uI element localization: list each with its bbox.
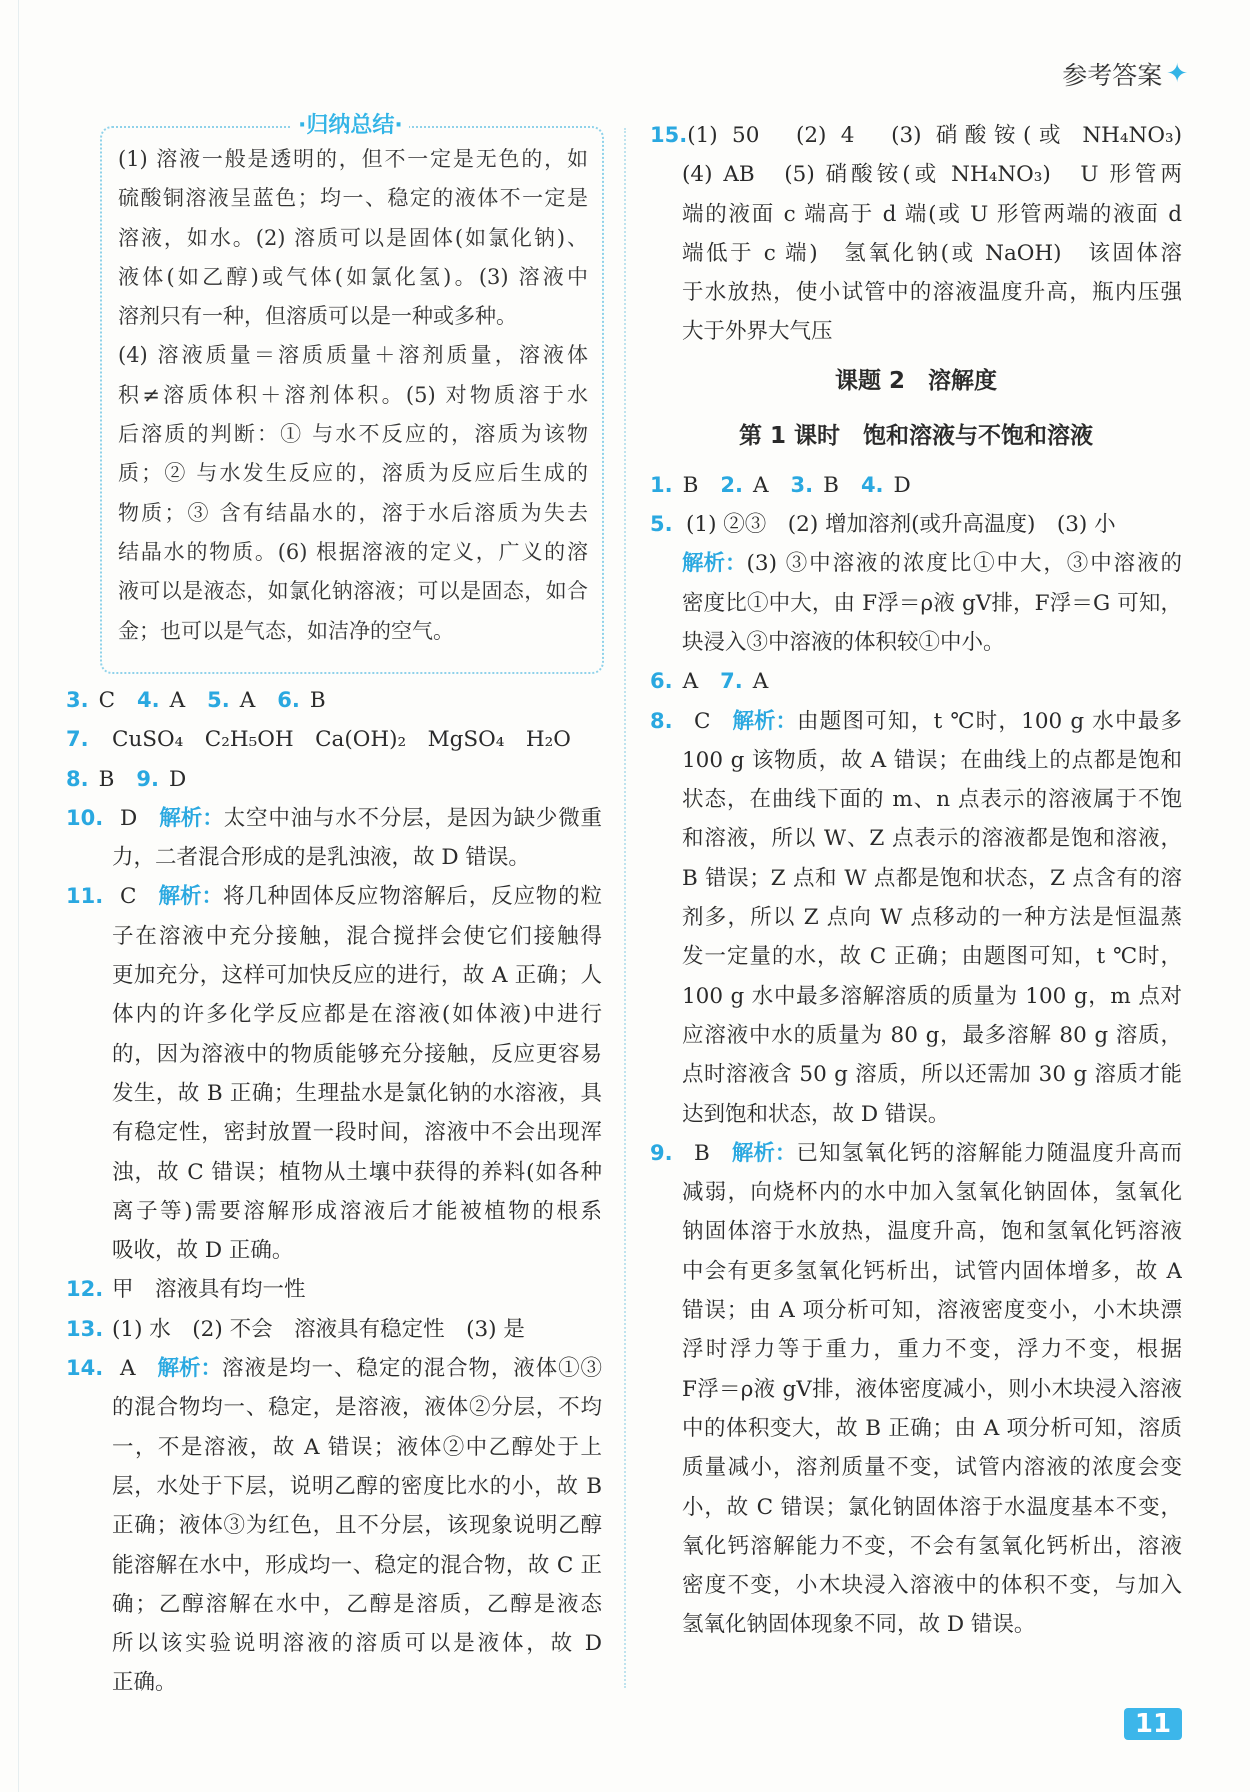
- column-divider: [624, 128, 626, 1688]
- question-number: 5.: [207, 688, 230, 712]
- item-text-line: 离子等)需要溶解形成溶液后才能被植物的根系: [112, 1198, 602, 1224]
- question-number: 3.: [790, 472, 814, 497]
- summary-line: 结晶水的物质。(6) 根据溶液的定义，广义的溶: [118, 539, 588, 564]
- item-text-line: 有稳定性，密封放置一段时间，溶液中不会出现浑: [112, 1120, 602, 1146]
- question-item: [650, 116, 1182, 352]
- item-text-line: 钠固体溶于水放热，温度升高，饱和氢氧化钙溶液: [682, 1219, 1182, 1245]
- section-heading: 课题 2 溶解度: [834, 367, 997, 394]
- question-number: 8.: [66, 766, 89, 791]
- item-text-line: 的混合物均一、稳定，是溶液，液体②分层，不均: [112, 1395, 602, 1421]
- item-text-line: 层，水处于下层，说明乙醇的密度比水的小，故 B: [112, 1473, 602, 1499]
- answer-pair: [136, 760, 186, 799]
- header-title: 参考答案: [1062, 61, 1163, 90]
- item-text-line: 力，二者混合形成的是乳浊液，故 D 错误。: [112, 845, 530, 871]
- question-number: 4.: [137, 688, 160, 712]
- analysis-label: 解析：: [159, 805, 224, 831]
- item-first-line: [66, 1270, 602, 1309]
- answer-value: A: [120, 1356, 136, 1382]
- item-text-line: 吸收，故 D 正确。: [112, 1238, 294, 1264]
- answer-value: B: [309, 688, 326, 713]
- item-text: (1) ②③ (2) 增加溶剂(或升高温度) (3) 小: [686, 512, 1116, 538]
- answer-pair: [650, 466, 698, 505]
- question-number: 9.: [650, 1140, 673, 1165]
- analysis-label: 解析：: [158, 884, 223, 910]
- item-text: 太空中油与水不分层，是因为缺少微重: [223, 805, 602, 831]
- summary-line: 溶剂只有一种，但溶质可以是一种或多种。: [118, 304, 517, 329]
- item-text-line: 密度不变，小木块浸入溶液中的体积不变，与加入: [682, 1573, 1182, 1599]
- item-text-line: B 错误；Z 点和 W 点都是饱和状态，Z 点含有的溶: [682, 865, 1182, 891]
- item-text-line: 所以该实验说明溶液的溶质可以是液体，故 D: [112, 1631, 602, 1657]
- item-text-line: 发一定量的水，故 C 正确；由题图可知，t ℃时，: [682, 944, 1182, 970]
- question-number: 15.: [650, 123, 688, 147]
- answer-pair: [207, 681, 255, 720]
- item-text: (1) 50 (2) 4 (3) 硝酸铵(或 NH₄NO₃): [687, 123, 1182, 148]
- item-text-line: 小，故 C 错误；氯化钠固体溶于水温度基本不变，: [682, 1494, 1182, 1520]
- item-text: (3) ③中溶液的浓度比①中大，③中溶液的: [746, 551, 1182, 577]
- item-text-line: 发生，故 B 正确；生理盐水是氯化钠的水溶液，具: [112, 1080, 602, 1106]
- summary-line: 液体(如乙醇)或气体(如氯化氢)。(3) 溶液中: [118, 264, 588, 289]
- answer-value: A: [682, 669, 699, 695]
- answer-value: B: [694, 1140, 710, 1166]
- item-text: 将几种固体反应物溶解后，反应物的粒: [222, 884, 602, 910]
- question-number: 14.: [66, 1356, 104, 1381]
- answer-value: B: [682, 472, 699, 498]
- item-text-line: 子在溶液中充分接触，混合搅拌会使它们接触得: [112, 923, 602, 949]
- question-number: 1.: [650, 472, 673, 497]
- summary-line: (4) 溶液质量＝溶质质量＋溶剂质量，溶液体: [118, 343, 588, 368]
- item-text-line: 质量减小，溶剂质量不变，试管内溶液的浓度会变: [682, 1455, 1182, 1481]
- answer-row: [66, 681, 602, 720]
- item-text-line: 密度比①中大，由 F浮＝ρ液 gV排，F浮＝G 可知，: [682, 590, 1182, 616]
- item-text-line: 错误；由 A 项分析可知，溶液密度变小，小木块漂: [682, 1298, 1182, 1324]
- summary-line: 质；② 与水发生反应的，溶质为反应后生成的: [118, 461, 588, 486]
- question-item: [650, 505, 1182, 544]
- item-text-line: 中会有更多氢氧化钙析出，试管内固体增多，故 A: [682, 1258, 1182, 1284]
- item-text-line: 100 g 水中最多溶解溶质的质量为 100 g，m 点对: [682, 983, 1182, 1009]
- summary-line: (1) 溶液一般是透明的，但不一定是无色的，如: [118, 147, 588, 171]
- summary-line: 积≠溶质体积＋溶剂体积。(5) 对物质溶于水: [118, 382, 588, 407]
- answer-pair: [720, 466, 768, 505]
- analysis-label: 解析：: [731, 1140, 797, 1166]
- answer-value: C: [120, 884, 137, 910]
- answer-value: C: [98, 688, 116, 713]
- item-text: 溶液是均一、稳定的混合物，液体①③: [222, 1356, 602, 1382]
- item-text-line: 剂多，所以 Z 点向 W 点移动的一种方法是恒温蒸: [682, 905, 1182, 931]
- item-first-line: [650, 544, 1182, 583]
- page-header: [1062, 56, 1188, 92]
- item-text-line: 正确；液体③为红色，且不分层，该现象说明乙醇: [112, 1513, 602, 1539]
- item-text-line: 浊，故 C 错误；植物从土壤中获得的养料(如各种: [112, 1159, 602, 1185]
- item-text-line: 能溶解在水中，形成均一、稳定的混合物，故 C 正: [112, 1552, 602, 1578]
- item-text-line: (4) AB (5) 硝酸铵(或 NH₄NO₃) U 形管两: [682, 162, 1182, 188]
- item-first-line: [650, 505, 1182, 544]
- item-text-line: 一，不是溶液，故 A 错误；液体②中乙醇处于上: [112, 1434, 602, 1460]
- answer-row: [650, 662, 1182, 701]
- item-text-line: 氢氧化钠固体现象不同，故 D 错误。: [682, 1612, 1036, 1638]
- item-text-line: 减弱，向烧杯内的水中加入氢氧化钠固体，氢氧化: [682, 1180, 1182, 1206]
- item-first-line: [650, 116, 1182, 155]
- answer-value: A: [169, 688, 186, 713]
- question-item: [650, 702, 1182, 1134]
- summary-line: 液可以是液态，如氯化钠溶液；可以是固态，如合: [118, 579, 588, 604]
- item-first-line: [650, 1134, 1182, 1173]
- answer-value: D: [169, 766, 187, 792]
- right-column: [650, 116, 1182, 1645]
- summary-line: 溶液，如水。(2) 溶质可以是固体(如氯化钠)、: [118, 225, 588, 250]
- item-text: 由题图可知，t ℃时，100 g 水中最多: [796, 708, 1182, 734]
- summary-line: 物质；③ 含有结晶水的，溶于水后溶质为失去: [118, 500, 588, 525]
- item-first-line: [650, 702, 1182, 741]
- item-text-line: 的，因为溶液中的物质能够充分接触，反应更容易: [112, 1041, 602, 1067]
- item-first-line: [66, 1310, 602, 1349]
- item-text: 甲 溶液具有均一性: [112, 1277, 306, 1303]
- item-text-line: 更加充分，这样可加快反应的进行，故 A 正确；人: [112, 963, 602, 989]
- question-number: 9.: [136, 766, 159, 791]
- question-number: 6.: [650, 669, 673, 694]
- answer-row: [650, 466, 1182, 505]
- answer-value: B: [98, 766, 115, 792]
- item-text-line: 正确。: [112, 1670, 177, 1696]
- answer-value: A: [752, 669, 769, 695]
- item-first-line: [66, 799, 602, 838]
- analysis-label: 解析：: [157, 1356, 223, 1382]
- summary-box: [100, 113, 604, 674]
- question-number: 11.: [66, 884, 104, 909]
- question-number: 2.: [720, 472, 743, 497]
- item-text-line: 端的液面 c 端高于 d 端(或 U 形管两端的液面 d: [682, 201, 1182, 227]
- item-text: 已知氢氧化钙的溶解能力随温度升高而: [796, 1140, 1182, 1166]
- item-text-line: 块浸入③中溶液的体积较①中小。: [682, 629, 1005, 655]
- left-column: [66, 681, 602, 1703]
- answer-value: A: [753, 472, 769, 498]
- analysis-label: 解析：: [732, 708, 797, 734]
- question-item: [66, 1349, 602, 1703]
- item-text-line: 体内的许多化学反应都是在溶液(如体液)中进行: [112, 1002, 602, 1028]
- question-item: [66, 720, 602, 759]
- page-edge: [18, 0, 19, 1792]
- question-number: 8.: [650, 708, 673, 733]
- item-first-line: [66, 877, 602, 916]
- answer-value: C: [694, 708, 711, 734]
- question-item: [66, 799, 602, 878]
- page-number: 11: [1124, 1708, 1182, 1740]
- item-text-line: 和溶液，所以 W、Z 点表示的溶液都是饱和溶液，: [682, 826, 1182, 852]
- answer-row: [66, 760, 602, 799]
- answer-pair: [66, 760, 114, 799]
- item-text-line: 于水放热，使小试管中的溶液温度升高，瓶内压强: [682, 280, 1182, 306]
- question-item: [650, 544, 1182, 662]
- lesson-heading: 第 1 课时 饱和溶液与不饱和溶液: [738, 422, 1094, 449]
- answer-value: A: [239, 688, 256, 713]
- item-text-line: 点时溶液含 50 g 溶质，所以还需加 30 g 溶质才能: [682, 1062, 1182, 1088]
- question-number: 12.: [66, 1277, 104, 1302]
- answer-pair: [137, 681, 185, 720]
- item-text-line: 浮时浮力等于重力，重力不变，浮力不变，根据: [682, 1337, 1182, 1363]
- answer-value: D: [120, 805, 138, 831]
- answer-pair: [650, 662, 698, 701]
- item-text: (1) 水 (2) 不会 溶液具有稳定性 (3) 是: [112, 1316, 525, 1342]
- answer-pair: [277, 681, 325, 720]
- item-text-line: 中的体积变大，故 B 正确；由 A 项分析可知，溶质: [682, 1415, 1182, 1441]
- question-number: 4.: [860, 472, 884, 497]
- item-text-line: 氧化钙溶解能力不变，不会有氢氧化钙析出，溶液: [682, 1533, 1182, 1559]
- question-item: [66, 1310, 602, 1349]
- sparkle-icon: ✦: [1166, 59, 1188, 89]
- item-text: CuSO₄ C₂H₅OH Ca(OH)₂ MgSO₄ H₂O: [112, 727, 571, 753]
- item-text-line: F浮＝ρ液 gV排，液体密度减小，则小木块浸入溶液: [682, 1376, 1182, 1402]
- item-text-line: 确；乙醇溶解在水中，乙醇是溶质，乙醇是液态: [112, 1591, 602, 1617]
- question-item: [66, 877, 602, 1270]
- answer-value: B: [823, 472, 839, 498]
- question-item: [66, 1270, 602, 1309]
- question-number: 13.: [66, 1316, 104, 1341]
- summary-title: ·归纳总结·: [292, 108, 409, 139]
- answer-pair: [791, 466, 839, 505]
- summary-line: 硫酸铜溶液呈蓝色；均一、稳定的液体不一定是: [118, 186, 588, 211]
- item-first-line: [66, 720, 602, 759]
- item-first-line: [66, 1349, 602, 1388]
- question-number: 6.: [277, 688, 300, 712]
- summary-line: 金；也可以是气态，如洁净的空气。: [118, 618, 454, 643]
- summary-body: [118, 140, 588, 651]
- analysis-label: 解析：: [682, 551, 747, 577]
- question-number: 7.: [66, 727, 89, 752]
- question-number: 5.: [650, 512, 673, 537]
- question-item: [650, 1134, 1182, 1645]
- item-text-line: 状态，在曲线下面的 m、n 点表示的溶液属于不饱: [682, 787, 1182, 813]
- question-number: 10.: [66, 805, 104, 830]
- item-text-line: 100 g 该物质，故 A 错误；在曲线上的点都是饱和: [682, 747, 1182, 773]
- answer-value: D: [893, 472, 911, 498]
- question-number: 3.: [66, 688, 89, 712]
- item-text-line: 达到饱和状态，故 D 错误。: [682, 1101, 950, 1127]
- item-text-line: 应溶液中水的质量为 80 g，最多溶解 80 g 溶质，: [682, 1022, 1182, 1048]
- item-text-line: 端低于 c 端) 氢氧化钠(或 NaOH) 该固体溶: [682, 240, 1182, 266]
- answer-pair: [720, 662, 768, 701]
- question-number: 7.: [720, 669, 743, 694]
- answer-pair: [861, 466, 911, 505]
- item-text-line: 大于外界大气压: [682, 319, 833, 345]
- summary-line: 后溶质的判断：① 与水不反应的，溶质为该物: [118, 422, 588, 447]
- answer-pair: [66, 681, 115, 720]
